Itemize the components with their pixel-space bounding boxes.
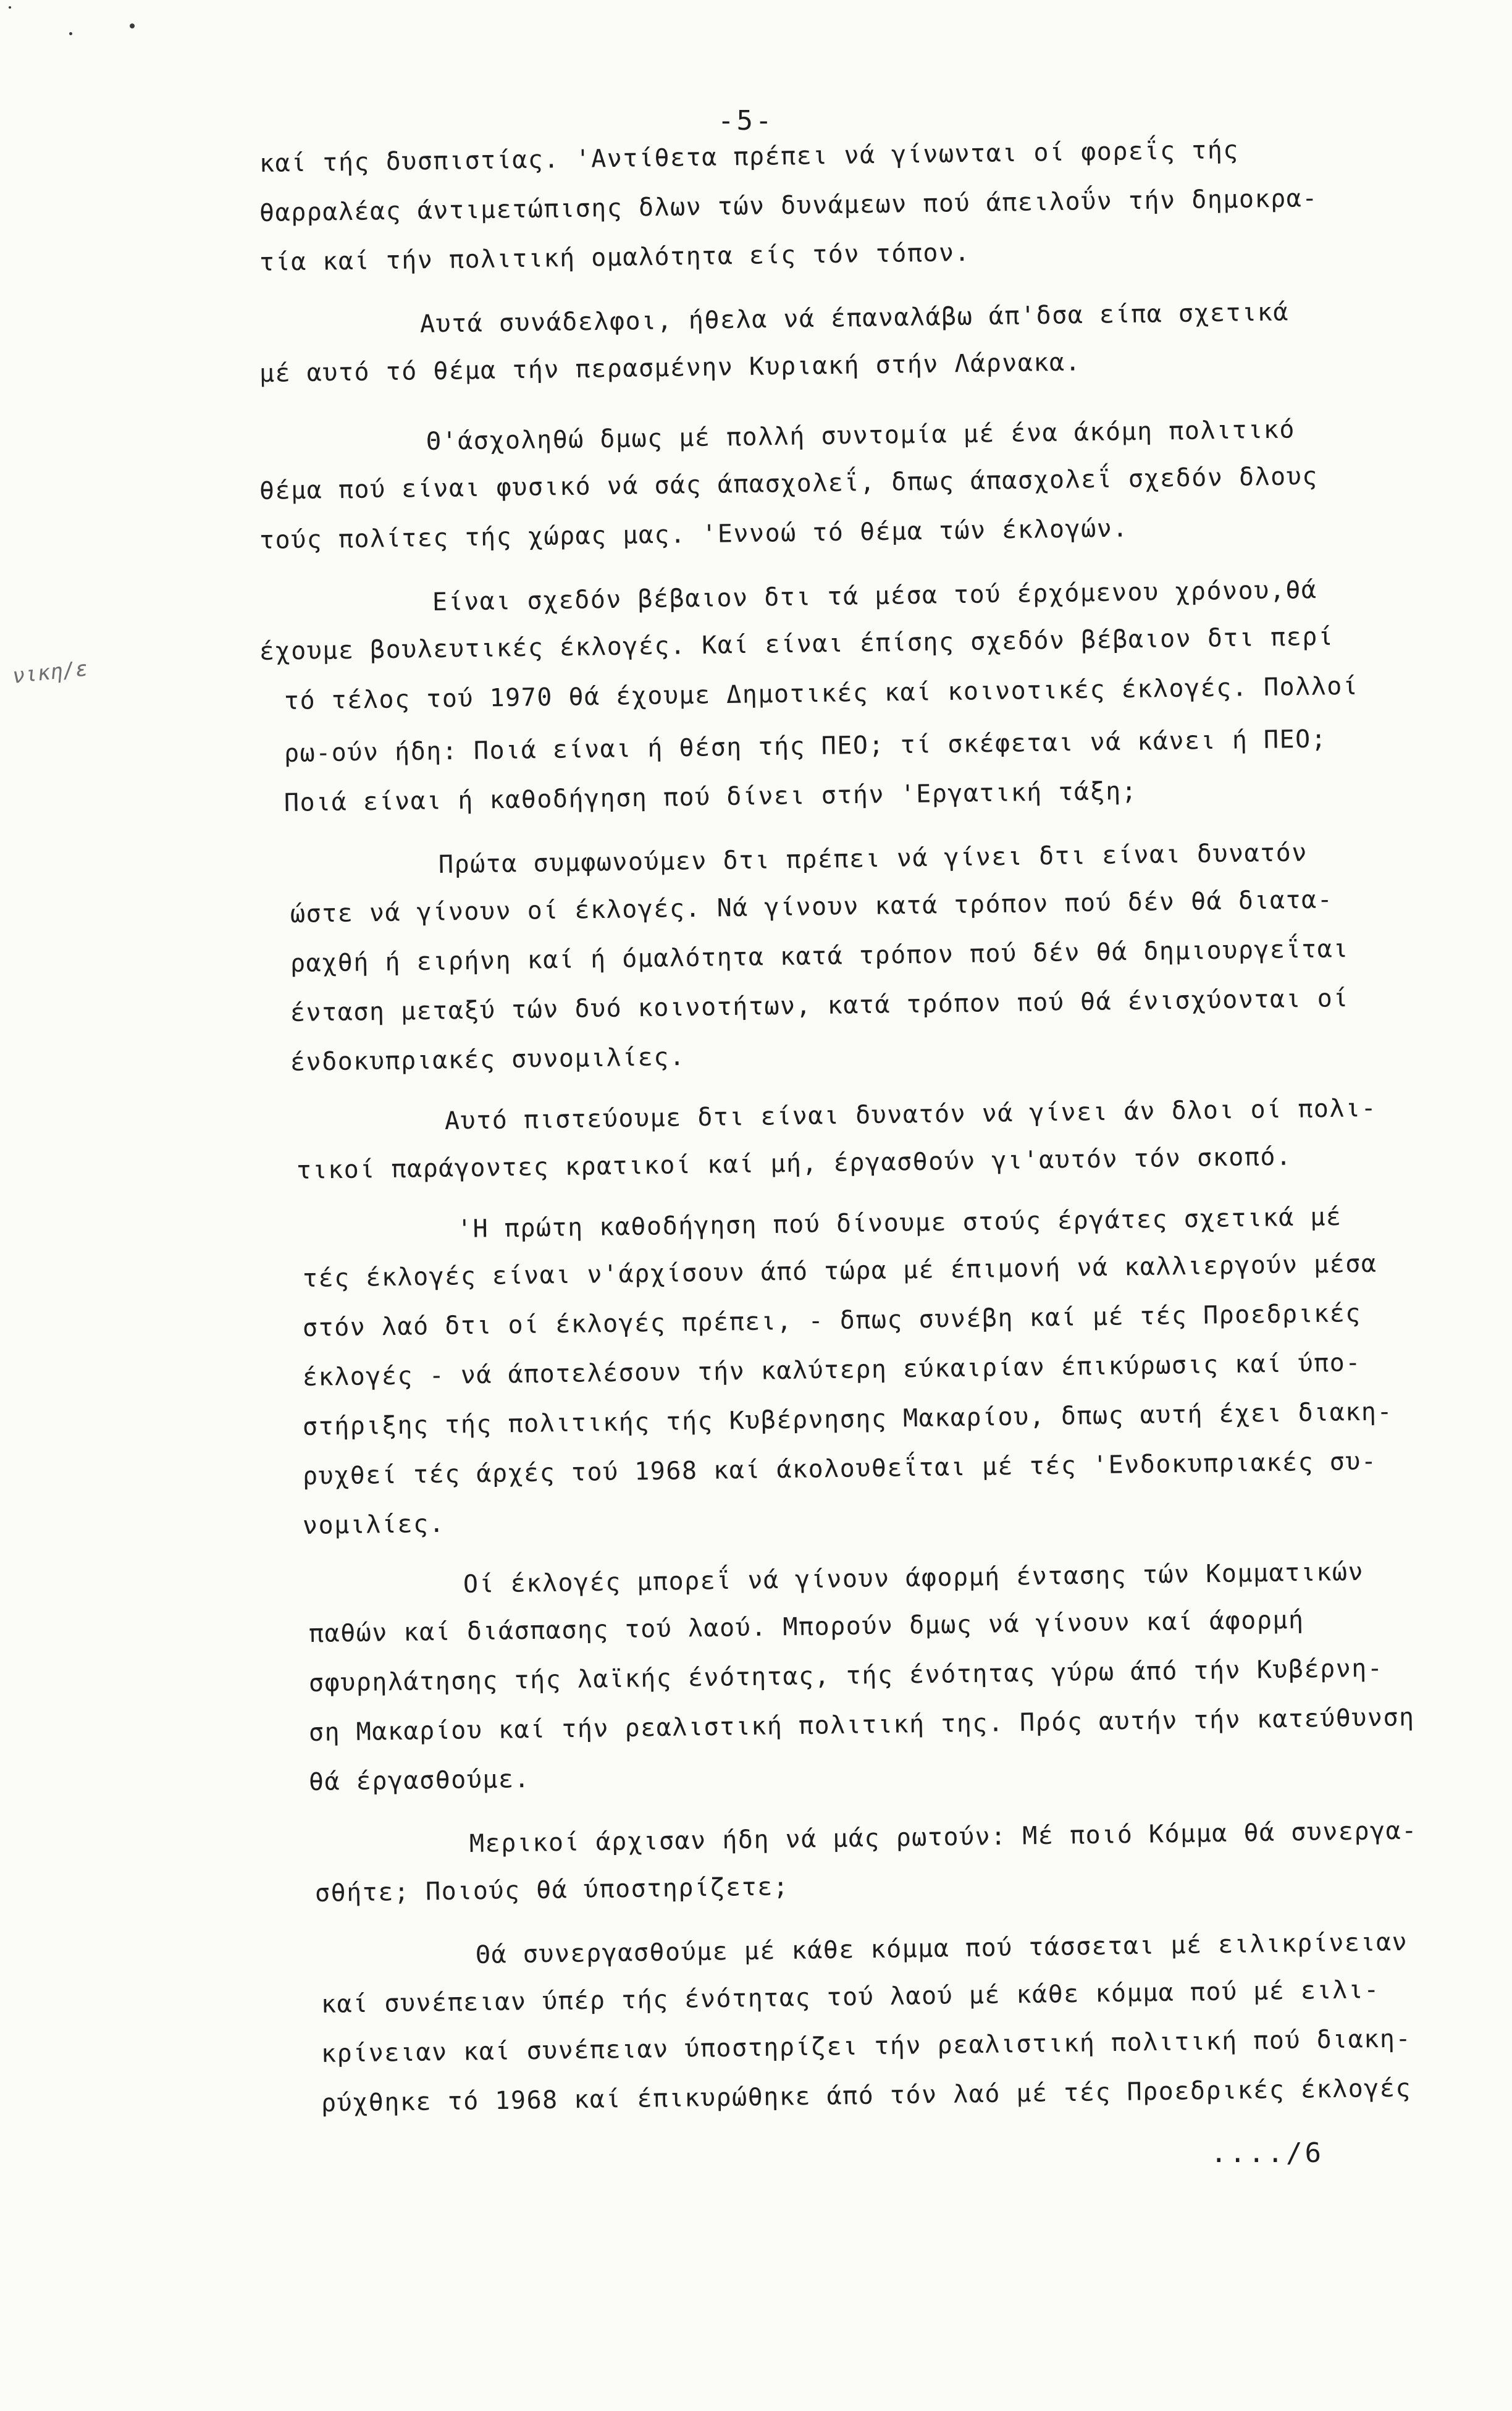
text-line: παθών καί διάσπασης τού λαού. Μπορούν δμως νά γίνουν καί άφορμή	[308, 1605, 1304, 1648]
text-line: έχουμε βουλευτικές έκλογές. Καί είναι έπίσης σχεδόν βέβαιον δτι περί	[259, 622, 1334, 666]
text-line: θά έργασθούμε.	[308, 1765, 531, 1796]
text-line: ώστε νά γίνουν οί έκλογές. Νά γίνουν κατά τρόπον πού δέν θά διατα-	[290, 885, 1334, 928]
text-line: ρω-ούν ήδη: Ποιά είναι ή θέση τής ΠΕΟ; τί σκέφεται νά κάνει ή ΠΕΟ;	[284, 725, 1327, 768]
text-line: ραχθή ή ειρήνη καί ή όμαλότητα κατά τρόπον πού δέν θά δημιουργεΐται	[290, 935, 1350, 978]
text-line: μέ αυτό τό θέμα τήν περασμένην Κυριακή στήν Λάρνακα.	[259, 348, 1082, 388]
text-line: ση Μακαρίου καί τήν ρεαλιστική πολιτική της. Πρός αυτήν τήν κατεύθυνση	[308, 1702, 1415, 1747]
scan-speck	[9, 6, 11, 9]
text-line: τία καί τήν πολιτική ομαλότητα είς τόν τόπον.	[259, 238, 971, 277]
text-line: θέμα πού είναι φυσικό νά σάς άπασχολεΐ, δπως άπασχολεΐ σχεδόν δλους	[259, 462, 1319, 505]
text-line: Μερικοί άρχισαν ήδη νά μάς ρωτούν: Μέ ποιό Κόμμα θά συνεργα-	[469, 1816, 1418, 1858]
text-line: Αυτά συνάδελφοι, ήθελα νά έπαναλάβω άπ'δσα είπα σχετικά	[419, 298, 1290, 339]
text-line: Οί έκλογές μπορεΐ νά γίνουν άφορμή έντασης τών Κομματικών	[463, 1557, 1364, 1599]
text-line: κρίνειαν καί συνέπειαν ύποστηρίζει τήν ρεαλιστική πολιτική πού διακη-	[321, 2024, 1412, 2068]
text-line: ένταση μεταξύ τών δυό κοινοτήτων, κατά τρόπον πού θά ένισχύονται οί	[290, 984, 1350, 1027]
text-line: Είναι σχεδόν βέβαιον δτι τά μέσα τού έρχόμενου χρόνου,θά	[432, 576, 1317, 616]
handwritten-margin-note: νικη/ε	[10, 656, 90, 689]
text-line: τικοί παράγοντες κρατικοί καί μή, έργασθούν γι'αυτόν τόν σκοπό.	[296, 1142, 1292, 1185]
text-line: καί συνέπειαν ύπέρ τής ένότητας τού λαού μέ κάθε κόμμα πού μέ ειλι-	[321, 1976, 1380, 2019]
scan-speck	[130, 23, 135, 28]
text-line: στήριξης τής πολιτικής τής Κυβέρνησης Μακαρίου, δπως αυτή έχει διακη-	[302, 1397, 1393, 1441]
text-line: ένδοκυπριακές συνομιλίες.	[290, 1043, 686, 1077]
text-line: θαρραλέας άντιμετώπισης δλων τών δυνάμεων πού άπειλοΰν τήν δημοκρα-	[259, 184, 1319, 227]
text-line: ρυχθεί τές άρχές τού 1968 καί άκολουθεΐται μέ τές 'Ενδοκυπριακές συ-	[302, 1447, 1377, 1491]
text-line: Θά συνεργασθούμε μέ κάθε κόμμα πού τάσσεται μέ ειλικρίνειαν	[475, 1927, 1408, 1969]
text-line: στόν λαό δτι οί έκλογές πρέπει, - δπως συνέβη καί μέ τές Προεδρικές	[302, 1299, 1362, 1342]
text-line: σθήτε; Ποιούς θά ύποστηρίζετε;	[314, 1872, 789, 1908]
text-line: Πρώτα συμφωνούμεν δτι πρέπει νά γίνει δτι είναι δυνατόν	[438, 838, 1308, 879]
text-line: έκλογές - νά άποτελέσουν τήν καλύτερη εύκαιρίαν έπικύρωσις καί ύπο-	[302, 1349, 1362, 1392]
text-line: ρύχθηκε τό 1968 καί έπικυρώθηκε άπό τόν λαό μέ τές Προεδρικές έκλογές	[321, 2074, 1412, 2118]
page-number: -5-	[718, 105, 775, 137]
text-line: Ποιά είναι ή καθοδήγηση πού δίνει στήν 'Εργατική τάξη;	[284, 776, 1138, 817]
text-line: νομιλίες.	[302, 1509, 445, 1540]
text-line: τό τέλος τού 1970 θά έχουμε Δημοτικές καί κοινοτικές έκλογές. Πολλοί	[284, 671, 1359, 715]
text-line: Αυτό πιστεύουμε δτι είναι δυνατόν νά γίνει άν δλοι οί πολι-	[444, 1093, 1377, 1135]
scan-speck	[69, 32, 72, 35]
text-line: σφυρηλάτησης τής λαϊκής ένότητας, τής ένότητας γύρω άπό τήν Κυβέρνη-	[308, 1654, 1384, 1698]
text-line: Θ'άσχοληθώ δμως μέ πολλή συντομία μέ ένα άκόμη πολιτικό	[426, 415, 1296, 456]
continuation-marker: ..../6	[1211, 2137, 1324, 2169]
text-line: τές έκλογές είναι ν'άρχίσουν άπό τώρα μέ έπιμονή νά καλλιεργούν μέσα	[302, 1249, 1377, 1293]
text-line: 'Η πρώτη καθοδήγηση πού δίνουμε στούς έργάτες σχετικά μέ	[456, 1203, 1342, 1243]
text-line: τούς πολίτες τής χώρας μας. 'Εννοώ τό θέμα τών έκλογών.	[259, 514, 1129, 555]
text-line: καί τής δυσπιστίας. 'Αντίθετα πρέπει νά γίνωνται οί φορεΐς τής	[259, 135, 1240, 178]
